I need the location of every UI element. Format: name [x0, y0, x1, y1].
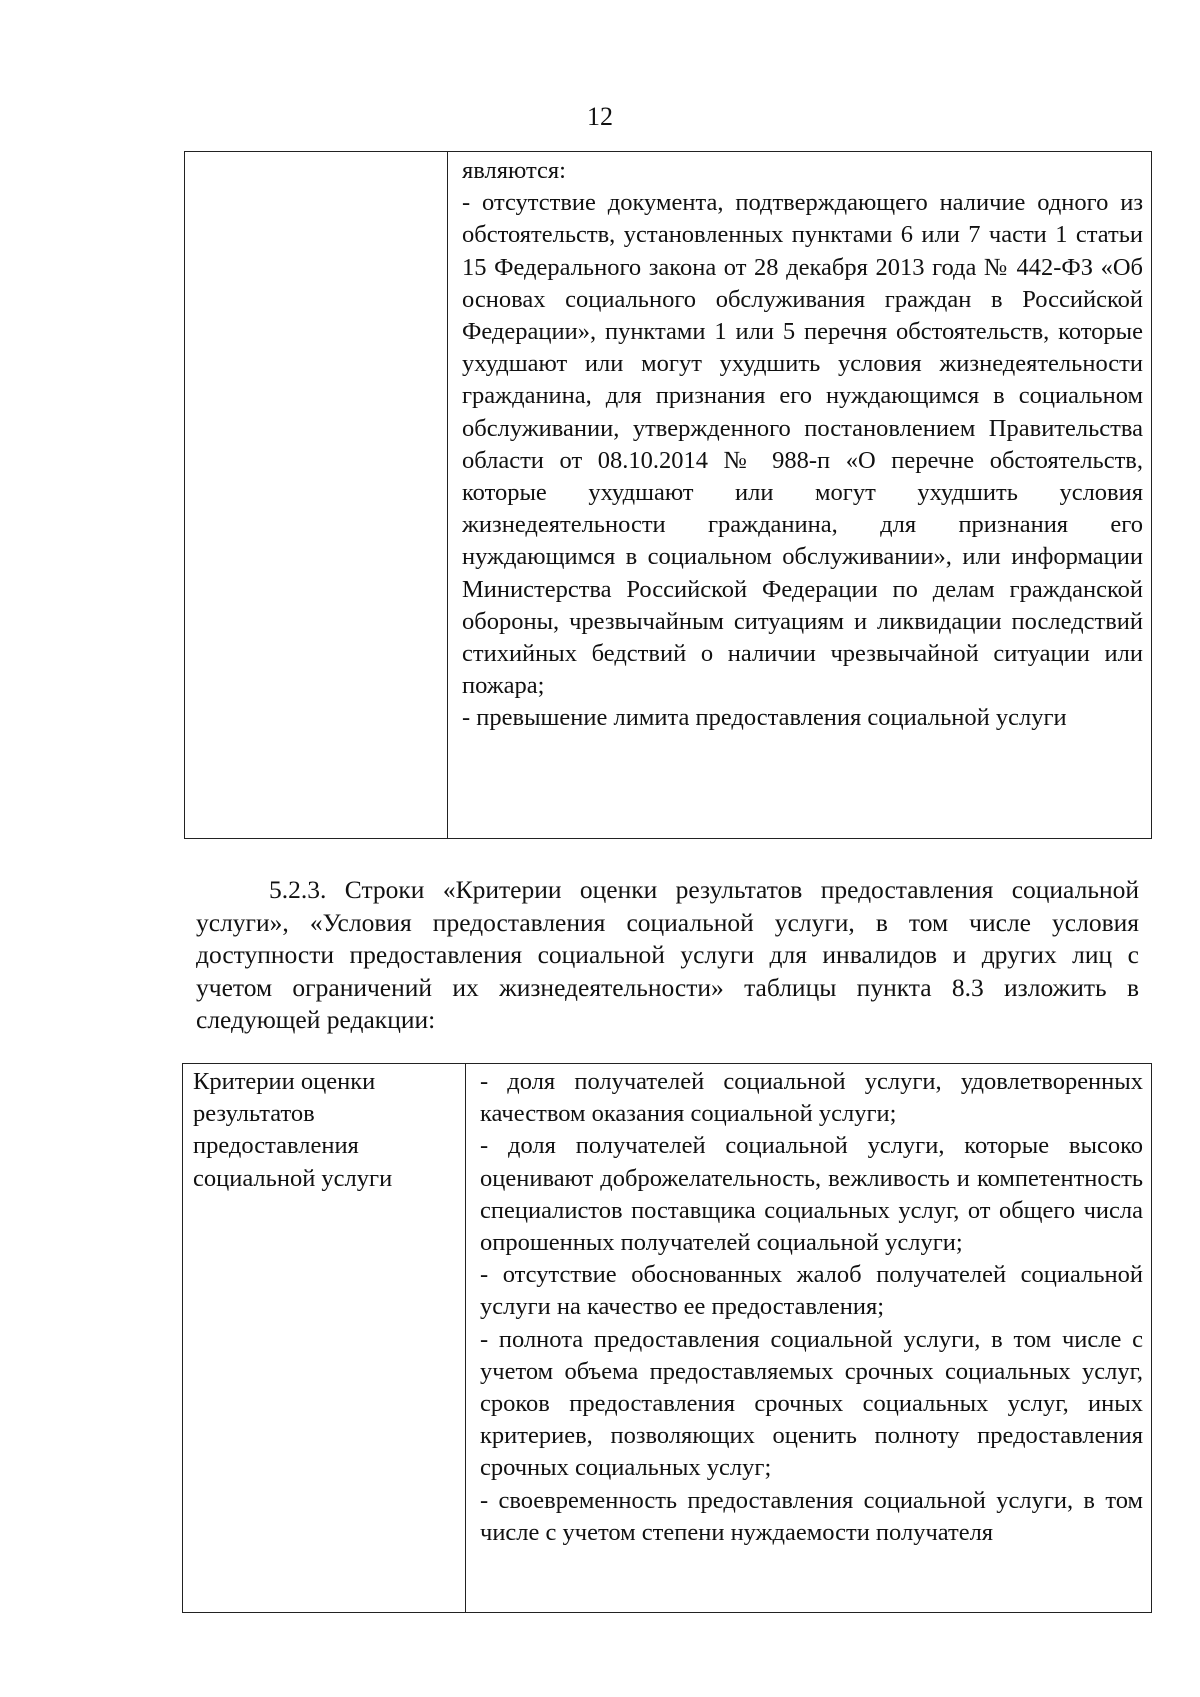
table-continuation	[184, 151, 1152, 839]
criteria-item: - полнота предоставления социальной услуги, в том числе с учетом объема предоставляемых срочных социальных услуг, сроков предоставления срочных социальных услуг, иных критериев, позволяющих оценить полноту предоставления срочных социальных услуг;	[480, 1325, 1143, 1482]
criteria-item: - доля получателей социальной услуги, удовлетворенных качеством оказания социальной услуги;	[480, 1068, 1143, 1128]
cell-line-absence-of-document: - отсутствие документа, подтверждающего наличие одного из обстоятельств, установленных пунктами 6 или 7 части 1 статьи 15 Федерального закона от 28 декабря 2013 года № 442-ФЗ «Об основах социального обслуживания граждан в Российской Федерации», пунктами 1 или 5 перечня обстоятельств, которые ухудшают или могут ухудшить условия жизнедеятельности гражданина, для признания его нуждающимся в социальном обслуживании, утвержденного постановлением Правительства области от 08.10.2014 № 988-п «О перечне обстоятельств, которые ухудшают или могут ухудшить условия жизнедеятельности гражданина, для признания его нуждающимся в социальном обслуживании», или информации Министерства Российской Федерации по делам гражданской обороны, чрезвычайным ситуациям и ликвидации последствий стихийных бедствий о наличии чрезвычайной ситуации или пожара;	[462, 189, 1143, 700]
criteria-item: - доля получателей социальной услуги, которые высоко оценивают доброжелательность, вежливость и компетентность специалистов поставщика социальных услуг, от общего числа опрошенных получателей социальной услуги;	[480, 1132, 1143, 1257]
cell-line-limit-exceeded: - превышение лимита предоставления социальной услуги	[462, 704, 1067, 732]
paragraph-5-2-3: 5.2.3. Строки «Критерии оценки результатов предоставления социальной услуги», «Условия предоставления социальной услуги, в том числе условия доступности предоставления социальной услуги для инвалидов и других лиц с учетом ограничений их жизнедеятельности» таблицы пункта 8.3 изложить в следующей редакции:	[196, 875, 1139, 1035]
criteria-label-cell	[183, 1064, 466, 1613]
criteria-label: Критерии оценки результатов предоставления социальной услуги	[193, 1068, 393, 1192]
criteria-table	[182, 1063, 1152, 1613]
table-text-cell	[448, 152, 1152, 839]
criteria-items-cell	[466, 1064, 1152, 1613]
table-empty-cell	[185, 152, 448, 839]
page-number: 12	[587, 102, 613, 131]
criteria-item: - своевременность предоставления социальной услуги, в том числе с учетом степени нуждаемости получателя	[480, 1486, 1143, 1546]
criteria-item: - отсутствие обоснованных жалоб получателей социальной услуги на качество ее предоставления;	[480, 1261, 1143, 1321]
cell-line-header: являются:	[462, 157, 566, 184]
